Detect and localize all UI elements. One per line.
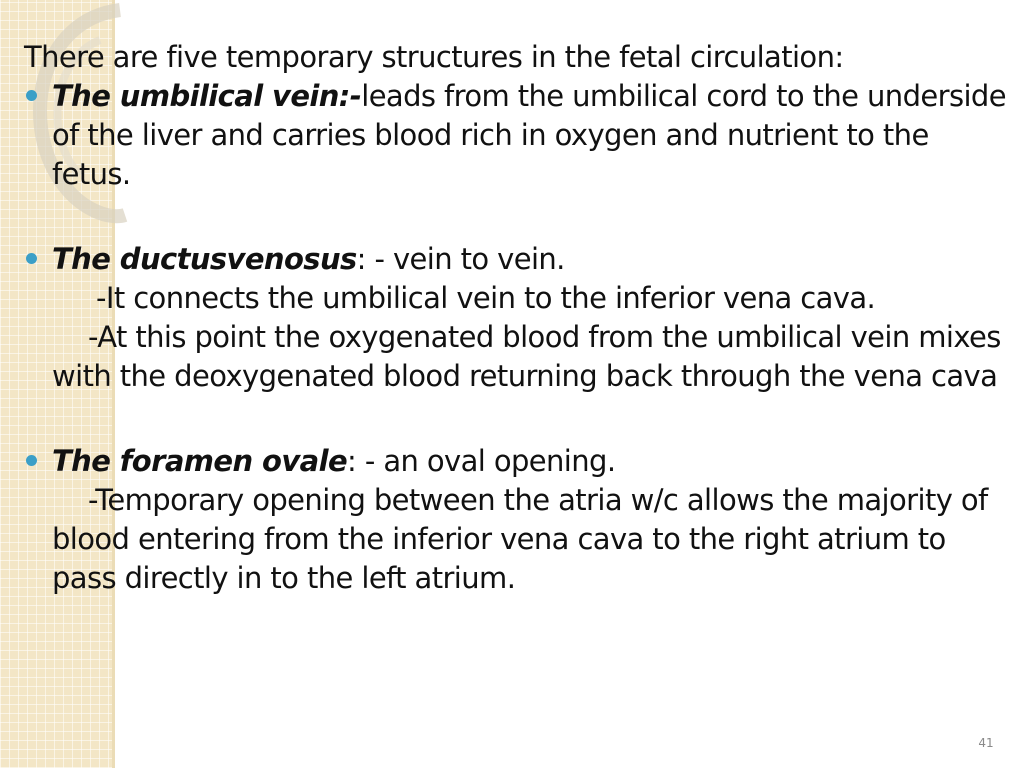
detail-ductus-2: -At this point the oxygenated blood from the umbilical vein mixes with the deoxygenated blood returning back through the vena cava <box>52 320 1001 393</box>
bullet-foramen-ovale <box>24 442 1009 481</box>
desc-foramen-ovale: : - an oval opening. <box>347 444 616 478</box>
slide-body <box>24 38 1009 598</box>
bullet-umbilical-vein <box>24 77 1009 194</box>
spacer <box>24 396 1009 442</box>
desc-ductus-venosus: : - vein to vein. <box>356 242 565 276</box>
term-ductus-venosus: The ductusvenosus <box>52 242 357 276</box>
slide-number: 41 <box>978 736 994 750</box>
intro-text: There are five temporary structures in the fetal circulation: <box>24 40 844 74</box>
spacer <box>24 194 1009 240</box>
bullet-ductus-venosus <box>24 240 1009 279</box>
bullet-dot-icon <box>26 455 37 466</box>
bullet-dot-icon <box>26 90 37 101</box>
term-umbilical-vein: The umbilical vein:- <box>52 79 362 113</box>
bullet-dot-icon <box>26 253 37 264</box>
desc-umbilical-vein: leads from the umbilical cord to the underside of the liver and carries blood rich in oxygen and nutrient to the fetus. <box>52 79 1006 191</box>
detail-foramen-1: -Temporary opening between the atria w/c allows the majority of blood entering from the inferior vena cava to the right atrium to pass directly in to the left atrium. <box>52 483 988 595</box>
detail-ductus-1: -It connects the umbilical vein to the inferior vena cava. <box>96 281 876 315</box>
term-foramen-ovale: The foramen ovale <box>52 444 348 478</box>
